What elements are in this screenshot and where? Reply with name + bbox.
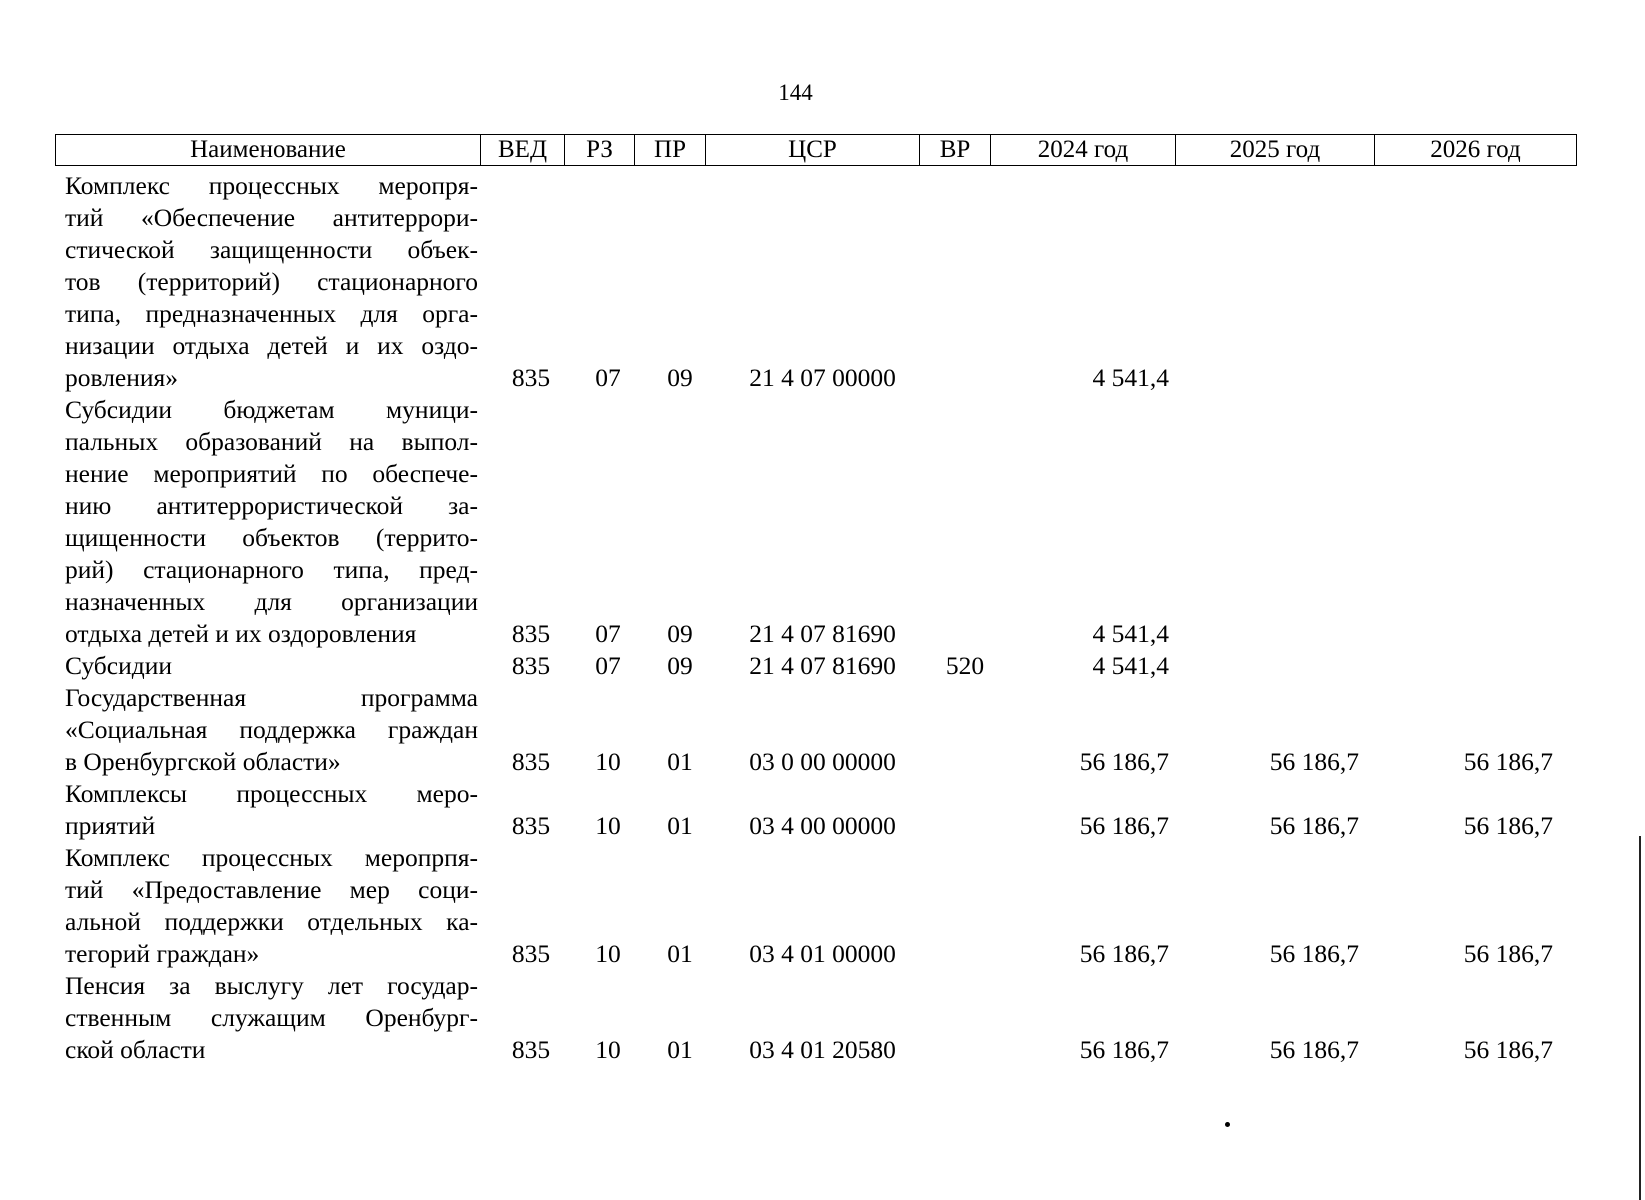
cell-rz: 07 xyxy=(595,363,621,392)
cell-y2025: 56 186,7 xyxy=(1269,939,1359,968)
row-name-line: тий «Предоставление мер соци- xyxy=(65,875,478,904)
row-name-line: Пенсия за выслугу лет государ- xyxy=(65,971,478,1000)
row-name-line: «Социальная поддержка граждан xyxy=(65,715,478,744)
header-ved: ВЕД xyxy=(480,135,564,165)
cell-csr: 21 4 07 81690 xyxy=(749,619,896,648)
cell-y2024: 56 186,7 xyxy=(1079,1035,1169,1064)
row-name-line: щищенности объектов (террито- xyxy=(65,523,478,552)
header-vr: ВР xyxy=(919,135,990,165)
row-name-line: Комплексы процессных меро- xyxy=(65,779,478,808)
cell-y2024: 56 186,7 xyxy=(1079,811,1169,840)
cell-rz: 07 xyxy=(595,651,621,680)
row-name xyxy=(55,778,478,842)
header-pr: ПР xyxy=(634,135,705,165)
cell-pr: 09 xyxy=(667,651,693,680)
row-name-line: низации отдыха детей и их оздо- xyxy=(65,331,478,360)
table-row xyxy=(55,970,1575,1066)
cell-y2026: 56 186,7 xyxy=(1463,811,1553,840)
row-name xyxy=(55,650,478,682)
cell-y2024: 56 186,7 xyxy=(1079,747,1169,776)
cell-y2026: 56 186,7 xyxy=(1463,1035,1553,1064)
row-name-line: назначенных для организации xyxy=(65,587,478,616)
row-name-line: типа, предназначенных для орга- xyxy=(65,299,478,328)
row-name-line: Комплекс процессных меропря- xyxy=(65,171,478,200)
row-name-line: Субсидии бюджетам муници- xyxy=(65,395,478,424)
cell-ved: 835 xyxy=(511,939,551,968)
row-name-line: рий) стационарного типа, пред- xyxy=(65,555,478,584)
row-name-line: тегорий граждан» xyxy=(65,939,260,968)
cell-ved: 835 xyxy=(511,811,551,840)
row-name xyxy=(55,970,478,1066)
cell-csr: 03 4 00 00000 xyxy=(749,811,896,840)
cell-pr: 01 xyxy=(667,811,693,840)
cell-y2025: 56 186,7 xyxy=(1269,811,1359,840)
row-name-line: альной поддержки отдельных ка- xyxy=(65,907,478,936)
row-name-line: в Оренбургской области» xyxy=(65,747,341,776)
header-csr: ЦСР xyxy=(705,135,919,165)
row-name-line: ровления» xyxy=(65,363,179,392)
row-name-line: тий «Обеспечение антитеррори- xyxy=(65,203,478,232)
header-name: Наименование xyxy=(190,136,346,163)
header-2024: 2024 год xyxy=(990,135,1175,165)
header-2025: 2025 год xyxy=(1175,135,1374,165)
cell-rz: 10 xyxy=(595,1035,621,1064)
cell-rz: 10 xyxy=(595,939,621,968)
cell-y2025: 56 186,7 xyxy=(1269,747,1359,776)
cell-pr: 01 xyxy=(667,747,693,776)
table-header xyxy=(55,134,1577,166)
page-number: 144 xyxy=(778,80,813,105)
table-row xyxy=(55,650,1575,682)
row-name-line: стической защищенности объек- xyxy=(65,235,478,264)
cell-ved: 835 xyxy=(511,619,551,648)
cell-csr: 03 4 01 00000 xyxy=(749,939,896,968)
cell-csr: 03 0 00 00000 xyxy=(749,747,896,776)
header-2026: 2026 год xyxy=(1374,135,1576,165)
cell-y2024: 4 541,4 xyxy=(1092,619,1169,648)
row-name-line: отдыха детей и их оздоровления xyxy=(65,619,417,648)
cell-rz: 07 xyxy=(595,619,621,648)
cell-csr: 21 4 07 00000 xyxy=(749,363,896,392)
cell-pr: 09 xyxy=(667,619,693,648)
scan-edge-line xyxy=(1639,836,1641,1200)
cell-csr: 03 4 01 20580 xyxy=(749,1035,896,1064)
row-name-line: Комплекс процессных меропрпя- xyxy=(65,843,478,872)
table-body xyxy=(55,170,1575,1066)
row-name xyxy=(55,170,478,394)
row-name-line: Государственная программа xyxy=(65,683,478,712)
stray-dot xyxy=(1225,1122,1230,1127)
cell-rz: 10 xyxy=(595,747,621,776)
row-name xyxy=(55,842,478,970)
row-name-line: нение мероприятий по обеспече- xyxy=(65,459,478,488)
table-row xyxy=(55,682,1575,778)
cell-y2025: 56 186,7 xyxy=(1269,1035,1359,1064)
cell-pr: 01 xyxy=(667,1035,693,1064)
row-name-line: пальных образований на выпол- xyxy=(65,427,478,456)
cell-ved: 835 xyxy=(511,747,551,776)
table-row xyxy=(55,778,1575,842)
row-name-line: нию антитеррористической за- xyxy=(65,491,478,520)
table-row xyxy=(55,394,1575,650)
row-name xyxy=(55,394,478,650)
cell-ved: 835 xyxy=(511,363,551,392)
cell-y2024: 4 541,4 xyxy=(1092,651,1169,680)
header-rz: РЗ xyxy=(564,135,634,165)
cell-ved: 835 xyxy=(511,1035,551,1064)
cell-y2026: 56 186,7 xyxy=(1463,939,1553,968)
table-row xyxy=(55,170,1575,394)
row-name-line: ственным служащим Оренбург- xyxy=(65,1003,478,1032)
cell-vr: 520 xyxy=(945,651,985,680)
cell-y2024: 4 541,4 xyxy=(1092,363,1169,392)
cell-ved: 835 xyxy=(511,651,551,680)
cell-y2024: 56 186,7 xyxy=(1079,939,1169,968)
row-name-line: Субсидии xyxy=(65,651,172,680)
cell-pr: 09 xyxy=(667,363,693,392)
cell-y2026: 56 186,7 xyxy=(1463,747,1553,776)
cell-csr: 21 4 07 81690 xyxy=(749,651,896,680)
row-name xyxy=(55,682,478,778)
row-name-line: ской области xyxy=(65,1035,206,1064)
cell-rz: 10 xyxy=(595,811,621,840)
table-row xyxy=(55,842,1575,970)
row-name-line: приятий xyxy=(65,811,156,840)
cell-pr: 01 xyxy=(667,939,693,968)
row-name-line: тов (территорий) стационарного xyxy=(65,267,478,296)
